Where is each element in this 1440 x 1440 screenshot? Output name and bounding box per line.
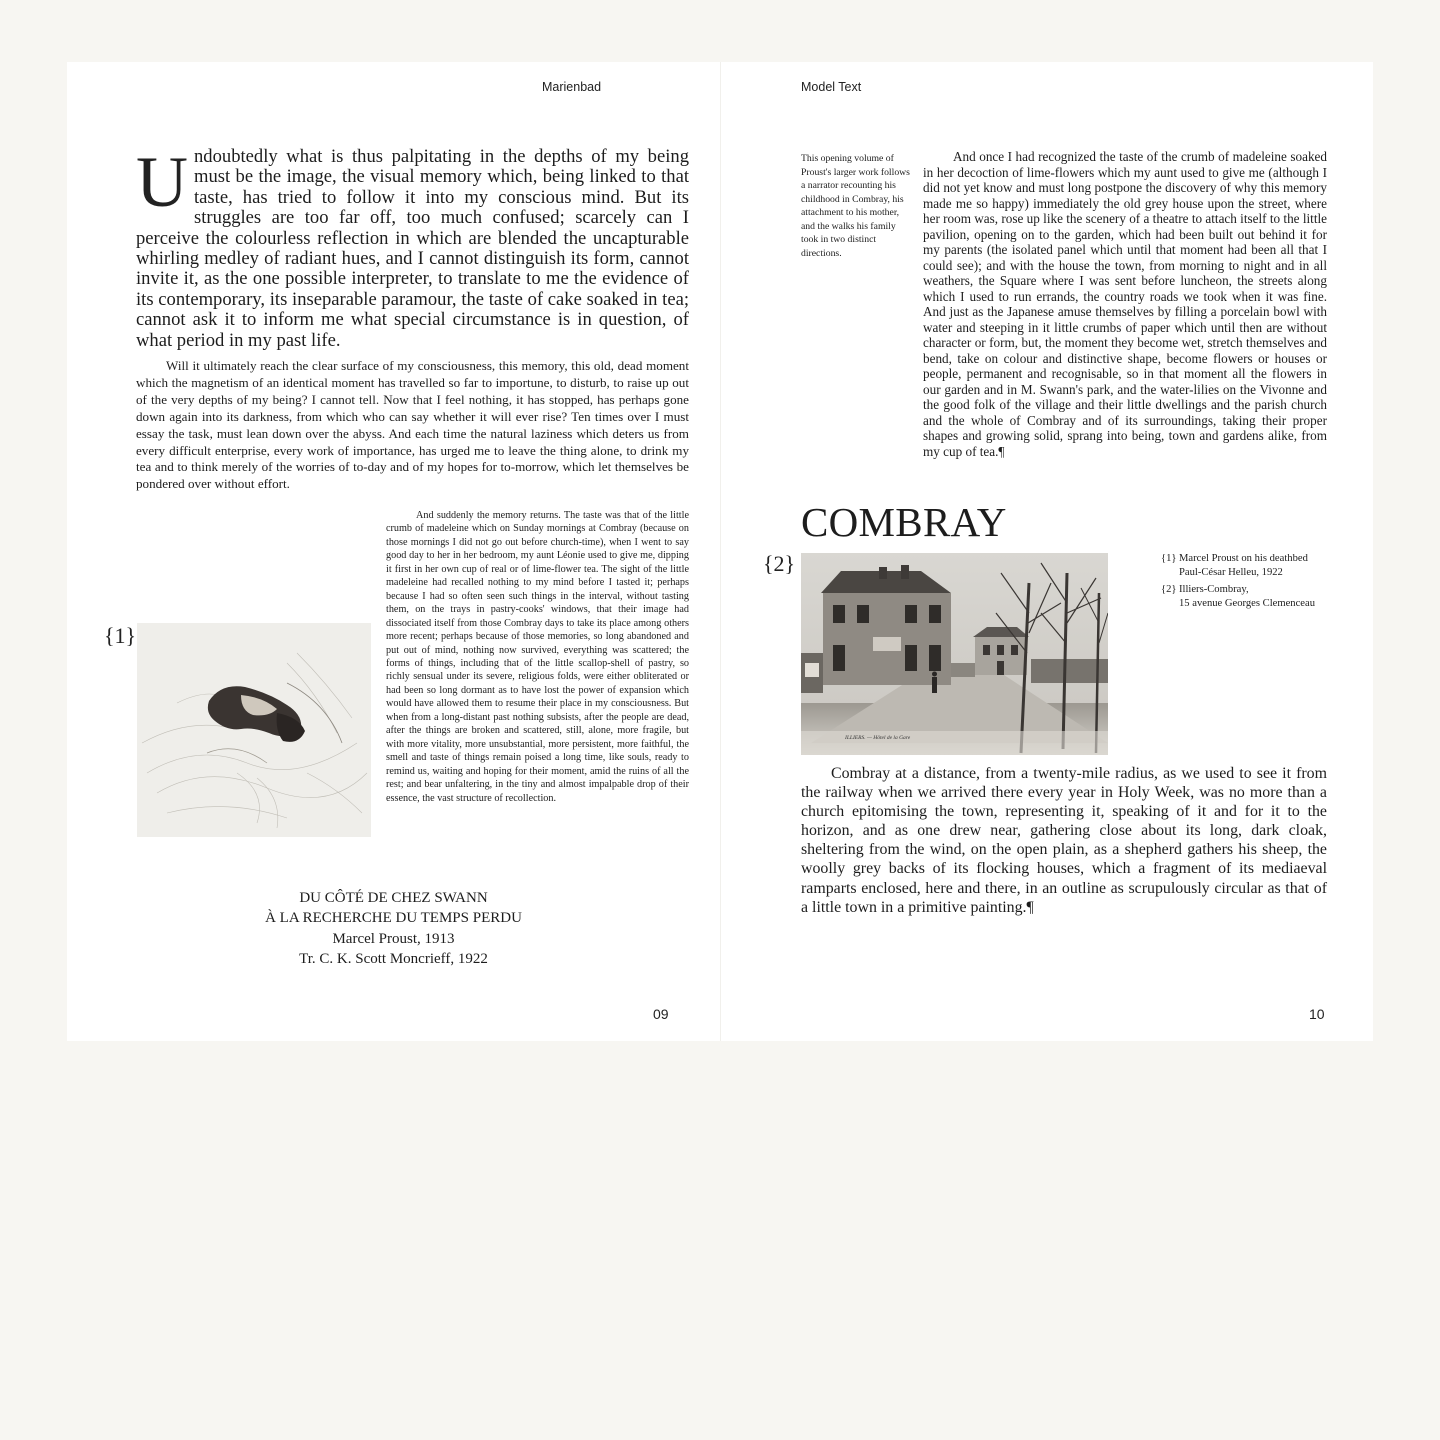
caption-1 [1161,552,1336,579]
lead-text: ndoubtedly what is thus palpitating in the depths of my being must be the image, the visual memory which, being linked to that taste, has tried to follow it into my conscious mind. But its struggles are too far off, too much confused; scarcely can I perceive the colourless reflection in which are blended the uncapturable whirling medley of radiant hues, and I cannot distinguish its form, cannot invite it, as the one possible interpreter, to translate to me the evidence of its contemporary, its inseparable paramour, the taste of cake soaked in tea; cannot ask it to inform me what special circumstance is in question, of what period in my past life. [136,146,689,351]
caption-line: 15 avenue Georges Clemenceau [1179,597,1315,609]
small-paragraph: And suddenly the memory returns. The taste was that of the little crumb of madeleine which on Sunday mornings at Combray (because on those mornings I did not go out before church-time), when I went to say good day to her in her bedroom, my aunt Léonie used to give me, dipping it first in her own cup of real or of lime-flower tea. The sight of the little madeleine had recalled nothing to my mind before I tasted it; perhaps because I had so often seen such things in the interval, without tasting them, on the trays in pastry-cooks' windows, that their image had dissociated itself from those Combray days to take its place among others more recent; perhaps because of those memories, so long abandoned and put out of mind, nothing now survived, everything was scattered; the forms of things, including that of the little scallop-shell of pastry, so richly sensual under its severe, religious folds, were either obliterated or had been so long dormant as to have lost the power of expansion which would have allowed them to resume their place in my consciousness. But when from a long-distant past nothing subsists, after the people are dead, after the things are broken and scattered, still, alone, more fragile, but with more vitality, more unsubstantial, more persistent, more faithful, the smell and taste of things remain poised a long time, like souls, ready to remind us, waiting and hoping for their moment, amid the ruins of all the rest; and bear unfaltering, in the tiny and almost impalpable drop of their essence, the vast structure of recollection. [386,510,689,804]
colophon-author: Marcel Proust, 1913 [332,930,455,947]
colophon [207,888,580,970]
caption-marker: {2} [1161,584,1177,595]
left-page [67,62,720,1041]
body-paragraph: Will it ultimately reach the clear surface of my consciousness, this memory, this old, dead moment which the magnetism of an identical moment has travelled so far to importune, to disturb, to raise up out of the very depths of my being? I cannot tell. Now that I feel nothing, it has stopped, has perhaps gone down again into its darkness, from which who can say whether it will ever rise? Ten times over I must essay the task, must lean down over the abyss. And each time the natural laziness which deters us from every difficult enterprise, every work of importance, has urged me to leave the thing alone, to drink my tea and to think merely of the worries of to-day and of my hopes for to-morrow, which let themselves be pondered over without effort. [136,358,689,492]
caption-line: Illiers-Combray, [1179,584,1249,595]
page-number: 09 [653,1006,669,1022]
colophon-series: À LA RECHERCHE DU TEMPS PERDU [265,910,522,927]
right-page [721,62,1373,1041]
colophon-translator: Tr. C. K. Scott Moncrieff, 1922 [299,951,488,968]
main-paragraph: And once I had recognized the taste of the crumb of madeleine soaked in her decoction of lime-flowers which my aunt used to give me (although I did not yet know and must long postpone the discovery of why this memory made me so happy) immediately the old grey house upon the street, where her room was, rose up like the scenery of a theatre to attach itself to the little pavilion, opening on to the garden, which had been built out behind it for my parents (the isolated panel which until that moment had been all that I could see); and with the house the town, from morning to night and in all weathers, the Square where I was sent before luncheon, the streets along which I used to run errands, the country roads we took when it was fine. And just as the Japanese amuse themselves by filling a porcelain bowl with water and steeping in it little crumbs of paper which until then are without character or form, but, the moment they become wet, stretch themselves and bend, take on colour and distinctive shape, become flowers or houses or people, permanent and recognisable, so in that moment all the flowers in our garden and in M. Swann's park, and the water-lilies on the Vivonne and the good folk of the village and their little dwellings and the parish church and the whole of Combray and of its surroundings, taking their proper shapes and growing solid, sprang into being, town and gardens alike, from my cup of tea.¶ [923,149,1327,459]
closing-paragraph: Combray at a distance, from a twenty-mile radius, as we used to see it from the railway when we arrived there every year in Holy Week, was no more than a church epitomising the town, representing it, speaking of it and for it to the horizon, and as one drew near, gathering close about its long, dark cloak, sheltering from the wind, on the open plain, as a shepherd gathers his sheep, the woolly grey backs of its flocking houses, which a fragment of its mediaeval ramparts enclosed, here and there, in an outline as scrupulously circular as that of a little town in a primitive painting.¶ [801,765,1327,916]
running-head: Model Text [801,80,862,94]
page-number: 10 [1309,1006,1325,1022]
sidenote: This opening volume of Proust's larger work follows a narrator recounting his childhood in Combray, his attachment to his mother, and the walks his family took in two distinct directions. [801,153,910,259]
figure-marker: {1} [104,623,137,648]
caption-line: Marcel Proust on his deathbed [1179,553,1308,564]
book-spread [67,62,1373,1041]
illiers-station-photo [801,553,1108,755]
caption-marker: {1} [1161,553,1177,564]
proust-deathbed-portrait [137,623,371,837]
lead-paragraph [136,142,689,351]
running-head: Marienbad [542,80,602,94]
section-title: COMBRAY [801,499,1007,545]
photo-caption: ILLIERS. — Hôtel de la Gare [845,735,911,741]
colophon-title: DU CÔTÉ DE CHEZ SWANN [299,890,488,906]
figure-marker: {2} [763,551,796,576]
figure-captions [1161,552,1336,614]
drop-cap: U [136,142,188,222]
caption-2 [1161,583,1336,610]
caption-line: Paul-César Helleu, 1922 [1179,566,1283,578]
